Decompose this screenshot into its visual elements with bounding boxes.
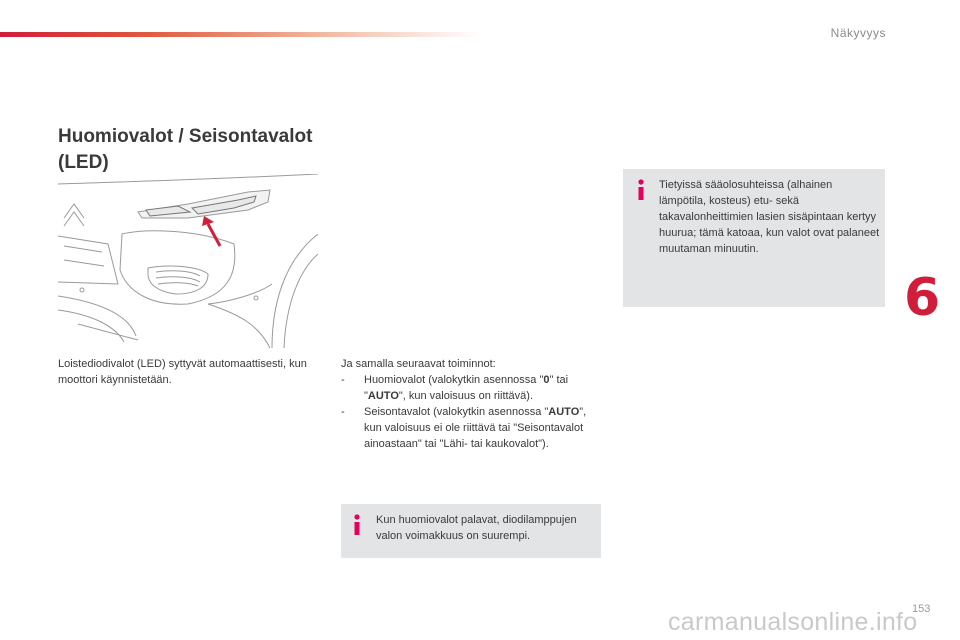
info-box-condensation — [623, 169, 885, 307]
chapter-number: 6 — [904, 268, 941, 328]
info-text: Tietyissä sääolosuhteissa (alhainen lämpötila, kosteus) etu- sekä takavalonheittimien lasien sisäpintaan kertyy huurua; tämä katoaa, kun valot ovat palaneet muutaman minuutin. — [659, 179, 880, 255]
functions-list — [341, 356, 601, 452]
watermark: carmanualsonline.info — [668, 608, 918, 636]
list-item — [341, 404, 601, 452]
list-item-text — [364, 372, 601, 404]
text-segment: Huomiovalot (valokytkin asennossa " — [364, 374, 544, 386]
info-text: Kun huomiovalot palavat, diodilamppujen valon voimakkuus on suurempi. — [376, 514, 577, 542]
section-title: Näkyvyys — [830, 26, 886, 40]
text-segment: ", kun valoisuus ei ole riittävä tai "Seisontavalot ainoastaan" tai "Lähi- tai kaukovalot"). — [364, 406, 587, 450]
functions-intro: Ja samalla seuraavat toiminnot: — [341, 358, 496, 370]
list-item-text — [364, 404, 601, 452]
page-number: 153 — [912, 603, 931, 615]
list-dash: - — [341, 406, 345, 418]
info-icon — [352, 514, 362, 536]
info-icon — [636, 179, 646, 201]
text-segment: Seisontavalot (valokytkin asennossa " — [364, 406, 549, 418]
list-item — [341, 372, 601, 404]
list-dash: - — [341, 374, 345, 386]
info-box-led-intensity — [341, 504, 601, 558]
text-segment: " tai " — [364, 374, 569, 402]
page-heading: Huomiovalot / Seisontavalot (LED) — [58, 126, 313, 173]
car-front-led-headlight-illustration — [58, 174, 318, 348]
text-segment: ", kun valoisuus on riittävä). — [398, 390, 534, 402]
header-accent-bar — [0, 32, 480, 37]
led-description: Loistediodivalot (LED) syttyvät automaattisesti, kun moottori käynnistetään. — [58, 358, 307, 386]
switch-position: AUTO — [367, 390, 399, 402]
switch-position: AUTO — [548, 406, 580, 418]
switch-position: 0 — [543, 374, 550, 386]
